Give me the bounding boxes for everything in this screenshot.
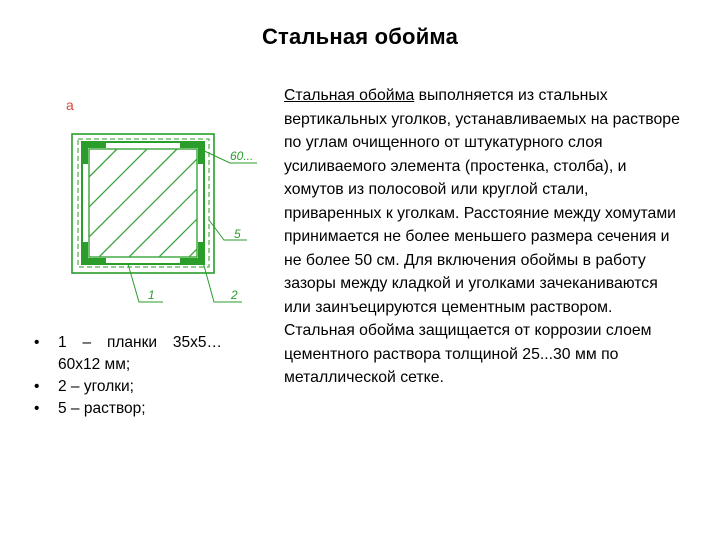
steel-strap-frame <box>82 142 204 264</box>
bullet-marker: • <box>34 334 40 351</box>
description-paragraph <box>284 84 684 390</box>
label-5: 5 <box>234 227 241 241</box>
bullet-text: 5 – раствор; <box>58 400 146 417</box>
masonry-hatch <box>89 149 266 262</box>
angle-bottom-right <box>180 242 203 263</box>
legend-bullets <box>32 332 222 420</box>
bullet-item-rastvor <box>32 398 222 420</box>
masonry-core <box>89 149 197 257</box>
bullet-marker: • <box>34 378 40 395</box>
steel-jacket-figure <box>56 92 266 317</box>
angle-top-right <box>180 143 203 164</box>
bullet-text: 2 – уголки; <box>58 378 134 395</box>
label-1: 1 <box>148 288 155 302</box>
angle-top-left <box>83 143 106 164</box>
leader-1 <box>128 264 163 302</box>
figure-caption-letter: а <box>66 97 74 113</box>
label-2: 2 <box>231 288 238 302</box>
bullet-text: 1 – планки 35х5…60х12 мм; <box>58 334 222 373</box>
mesh-dashed-line <box>78 139 209 267</box>
bullet-marker: • <box>34 400 40 417</box>
slide-title: Стальная обойма <box>261 24 459 49</box>
bullet-item-ugolki <box>32 376 222 398</box>
leader-lines <box>128 148 257 302</box>
label-60: 60... <box>230 149 254 163</box>
description-text: выполняется из стальных вертикальных уголков, устанавливаемых на растворе по углам очищенного от штукатурного слоя усиливаемого элемента (простенка, столба), и хомутов из полосовой или круглой стали, приваренных к уголкам. Расстояние между хомутами принимается не более меньшего размера сечения и не более 50 см. Для включения обоймы в работу зазоры между кладкой и уголками зачеканиваются или заинъецируются цементным раствором. Стальная обойма защищается от коррозии слоем цементного раствора толщиной 25...30 мм по металлической сетке. <box>284 87 680 386</box>
angle-bottom-left <box>83 242 106 263</box>
description-term: Стальная обойма <box>284 87 415 104</box>
corner-angles <box>83 143 203 263</box>
bullet-item-planki <box>32 332 222 376</box>
